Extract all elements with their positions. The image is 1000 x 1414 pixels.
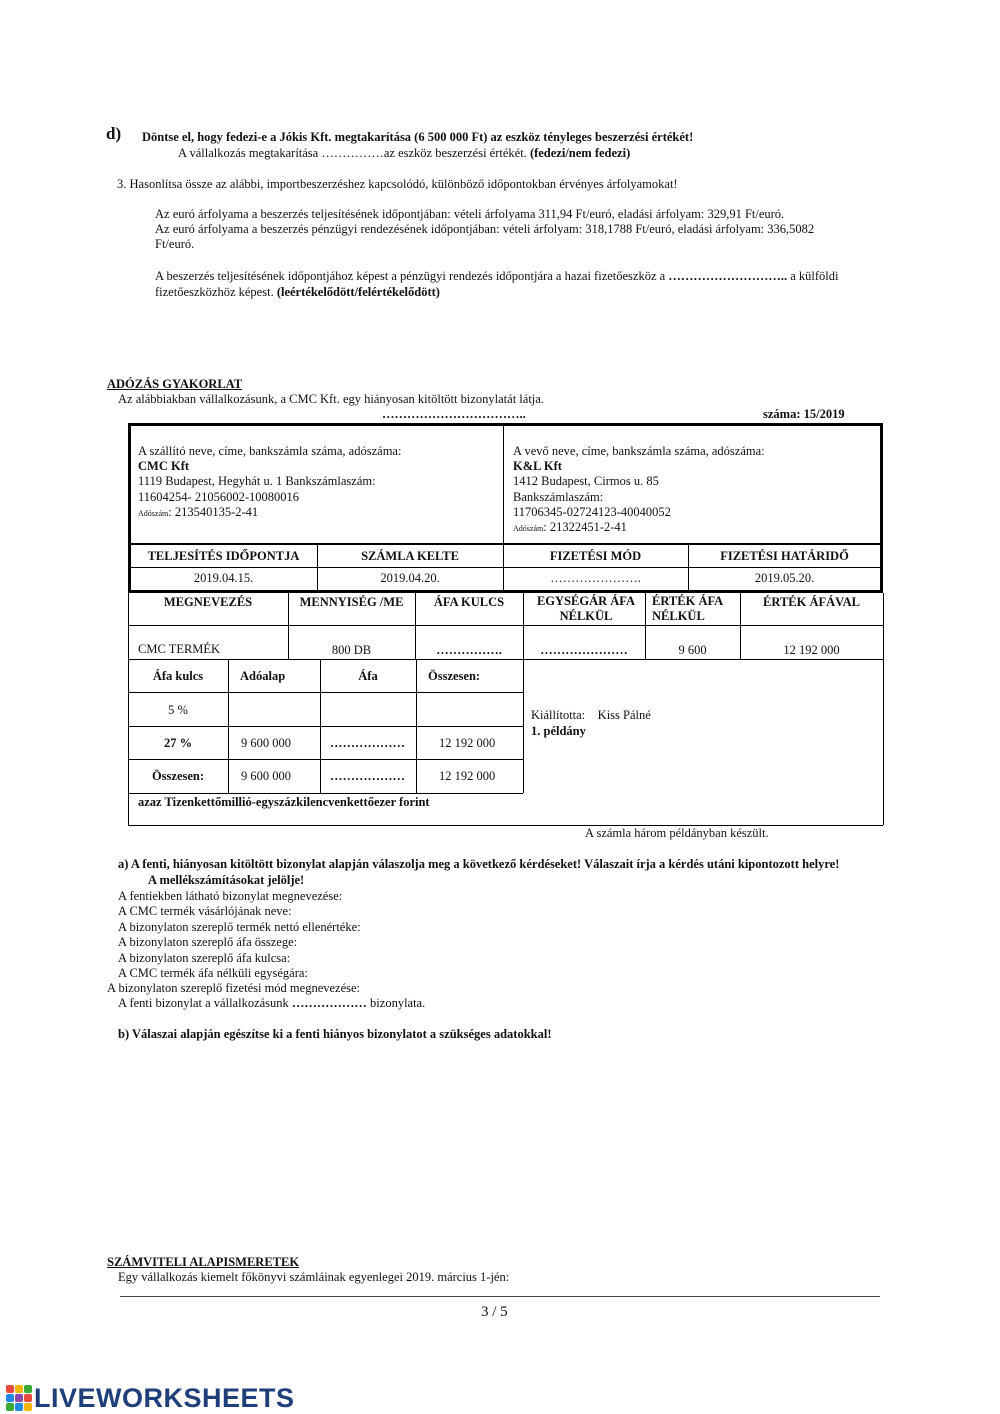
szamviteli-heading: SZÁMVITELI ALAPISMERETEK	[107, 1255, 300, 1269]
adozas-heading: ADÓZÁS GYAKORLAT	[107, 377, 243, 391]
section-d-answer-prefix: A vállalkozás megtakarítása ……………az eszköz beszerzési értékét.	[178, 146, 530, 160]
issued-by-label: Kiállította:	[531, 708, 586, 722]
item-ertek-afaval: 12 192 000	[783, 642, 840, 657]
question-last-dots: ………………	[291, 996, 367, 1010]
dates-header-teljesites: TELJESÍTÉS IDŐPONTJA	[147, 548, 300, 563]
vat-header-osszesen: Összesen:	[428, 669, 481, 683]
question-item: A CMC termék áfa nélküli egységára:	[118, 966, 308, 981]
question-item: A bizonylaton szereplő áfa kulcsa:	[118, 950, 291, 965]
supplier-account: 11604254- 21056002-10080016	[138, 489, 299, 504]
item-header-ertek-afaval: ÉRTÉK ÁFÁVAL	[763, 594, 860, 609]
buyer-block	[513, 444, 765, 536]
invoice-number: száma: 15/2019	[763, 407, 845, 421]
supplier-name: CMC Kft	[138, 459, 190, 474]
supplier-block	[138, 444, 401, 521]
amount-in-words: azaz Tizenkettőmillió-egyszázkilencvenkettőezer forint	[138, 795, 430, 809]
vat-row-total-afa-blank: ………………	[330, 769, 405, 783]
buyer-account-label: Bankszámlaszám:	[513, 489, 604, 504]
section-d-answer	[178, 146, 630, 161]
vat-row-total-adoalap: 9 600 000	[241, 769, 291, 783]
question-last	[118, 996, 425, 1011]
question-item: A bizonylaton szereplő termék nettó ellenértéke:	[118, 919, 361, 934]
question-list	[118, 889, 361, 981]
item-header-ertek-afa-nelkul: ÉRTÉK ÁFA NÉLKÜL	[652, 594, 723, 623]
buyer-tax	[513, 520, 765, 536]
supplier-tax-label: Adószám	[138, 508, 169, 518]
supplier-tax-value: : 213540135-2-41	[168, 504, 259, 519]
section-3-line1: Az euró árfolyama a beszerzés teljesítésének időpontjában: vételi árfolyama 311,94 Ft/euró, eladási árfolyam: 329,91 Ft/euró.	[155, 207, 785, 221]
logo-blocks-icon	[6, 1385, 32, 1411]
item-header-egysegar: EGYSÉGÁR ÁFA NÉLKÜL	[536, 594, 636, 623]
section-3-line2a: Az euró árfolyama a beszerzés pénzügyi rendezésének időpontjában: vételi árfolyam: 318,1788 Ft/euró, eladási árfolyam: 336,5082	[155, 222, 815, 236]
question-last-prefix: A fenti bizonylat a vállalkozásunk	[118, 996, 292, 1010]
question-item: A CMC termék vásárlójának neve:	[118, 904, 292, 919]
section-3-question: 3. Hasonlítsa össze az alábbi, importbeszerzéshez kapcsolódó, különböző időpontokban érvényes árfolyamokat!	[117, 177, 678, 191]
supplier-address: 1119 Budapest, Hegyhát u. 1 Bankszámlaszám:	[138, 474, 376, 489]
fizetesi-mod-blank: ………………….	[550, 570, 641, 585]
section-3-line3b	[155, 285, 440, 300]
issued-by	[531, 708, 651, 723]
section-3-line3a-suffix: a külföldi	[787, 269, 839, 283]
dates-header-kelte: SZÁMLA KELTE	[361, 548, 459, 563]
dates-header-hatarido: FIZETÉSI HATÁRIDŐ	[720, 548, 849, 563]
date-kelte: 2019.04.20.	[380, 570, 440, 585]
item-header-mennyiseg: MENNYISÉG /ME	[299, 594, 404, 609]
issued-by-name: Kiss Pálné	[597, 708, 651, 722]
buyer-address: 1412 Budapest, Cirmos u. 85	[513, 474, 659, 489]
date-hatarido: 2019.05.20.	[754, 570, 815, 585]
footer-rule	[120, 1296, 880, 1297]
supplier-label: A szállító neve, címe, bankszámla száma, adószáma:	[138, 444, 402, 458]
question-item: A bizonylaton szereplő fizetési mód megnevezése:	[107, 981, 361, 995]
logo-text: LIVEWORKSHEETS	[34, 1383, 295, 1413]
vat-row-27-osszesen: 12 192 000	[439, 736, 496, 750]
section-3-line3b-prefix: fizetőeszközhöz képest.	[155, 285, 277, 299]
section-3-line3a-prefix: A beszerzés teljesítésének időpontjához képest a pénzügyi rendezés időpontjára a hazai fizetőeszköz a	[155, 269, 669, 283]
section-3-line3a-dots: ………………………..	[668, 269, 788, 283]
supplier-tax	[138, 505, 401, 521]
buyer-label: A vevő neve, címe, bankszámla száma, adószáma:	[513, 444, 765, 458]
section-d-label: d)	[106, 124, 122, 143]
section-3-line2b: Ft/euró.	[155, 237, 195, 251]
liveworksheets-logo[interactable]	[6, 1383, 295, 1414]
date-teljesites: 2019.04.15.	[193, 570, 254, 585]
buyer-tax-label: Adószám	[513, 524, 544, 534]
section-d-question: Döntse el, hogy fedezi-e a Jókis Kft. megtakarítása (6 500 000 Ft) az eszköz tényleges beszerzési értékét!	[142, 130, 694, 144]
item-egysegar-blank: …………………	[540, 642, 628, 657]
item-megnevezes: CMC TERMÉK	[138, 642, 221, 656]
question-b: b) Válaszai alapján egészítse ki a fenti hiányos bizonylatot a szükséges adatokkal!	[118, 1027, 552, 1041]
szamviteli-intro: Egy vállalkozás kiemelt főkönyvi számláinak egyenlegei 2019. március 1-jén:	[118, 1270, 510, 1284]
item-mennyiseg: 800 DB	[331, 642, 372, 657]
item-afa-kulcs-blank: …………….	[436, 642, 502, 657]
invoice-title-dots: ……………………………..	[382, 407, 526, 421]
question-last-suffix: bizonylata.	[366, 996, 426, 1010]
section-3-line3b-options: (leértékelődött/felértékelődött)	[276, 285, 440, 299]
item-header-megnevezes: MEGNEVEZÉS	[163, 594, 253, 609]
buyer-name: K&L Kft	[513, 459, 562, 474]
vat-header-adoalap: Adóalap	[240, 669, 286, 683]
item-ertek-afa-nelkul: 9 600	[678, 642, 707, 657]
section-d-answer-options: (fedezi/nem fedezi)	[529, 146, 631, 160]
section-3-line3a	[155, 269, 838, 284]
adozas-intro: Az alábbiakban vállalkozásunk, a CMC Kft. egy hiányosan kitöltött bizonylatát látja.	[118, 392, 544, 406]
question-item: A fentiekben látható bizonylat megnevezése:	[118, 889, 343, 903]
vat-row-27-adoalap: 9 600 000	[241, 736, 291, 750]
page-number: 3 / 5	[481, 1304, 508, 1320]
vat-header-kulcs: Áfa kulcs	[152, 668, 204, 683]
question-item: A bizonylaton szereplő áfa összege:	[118, 935, 298, 950]
vat-row-27-kulcs: 27 %	[163, 735, 193, 750]
question-a-line2: A mellékszámításokat jelölje!	[148, 873, 305, 887]
vat-row-27-afa-blank: ………………	[330, 736, 405, 750]
buyer-tax-value: : 21322451-2-41	[543, 520, 627, 535]
item-header-afa-kulcs: ÁFA KULCS	[433, 594, 505, 609]
vat-row-total-osszesen: 12 192 000	[439, 769, 496, 783]
question-a-line1: a) A fenti, hiányosan kitöltött bizonylat alapján válaszolja meg a következő kérdéseket! Válaszait írja a kérdés utáni kipontozott helyre!	[118, 857, 840, 871]
vat-row-5-kulcs: 5 %	[168, 702, 188, 717]
buyer-account: 11706345-02724123-40040052	[513, 504, 671, 519]
vat-header-afa: Áfa	[358, 668, 378, 683]
copies-note: A számla három példányban készült.	[585, 826, 769, 840]
dates-header-fizetesi-mod: FIZETÉSI MÓD	[549, 548, 642, 563]
copy-number: 1. példány	[531, 724, 586, 738]
vat-row-total-label: Összesen:	[151, 768, 205, 783]
